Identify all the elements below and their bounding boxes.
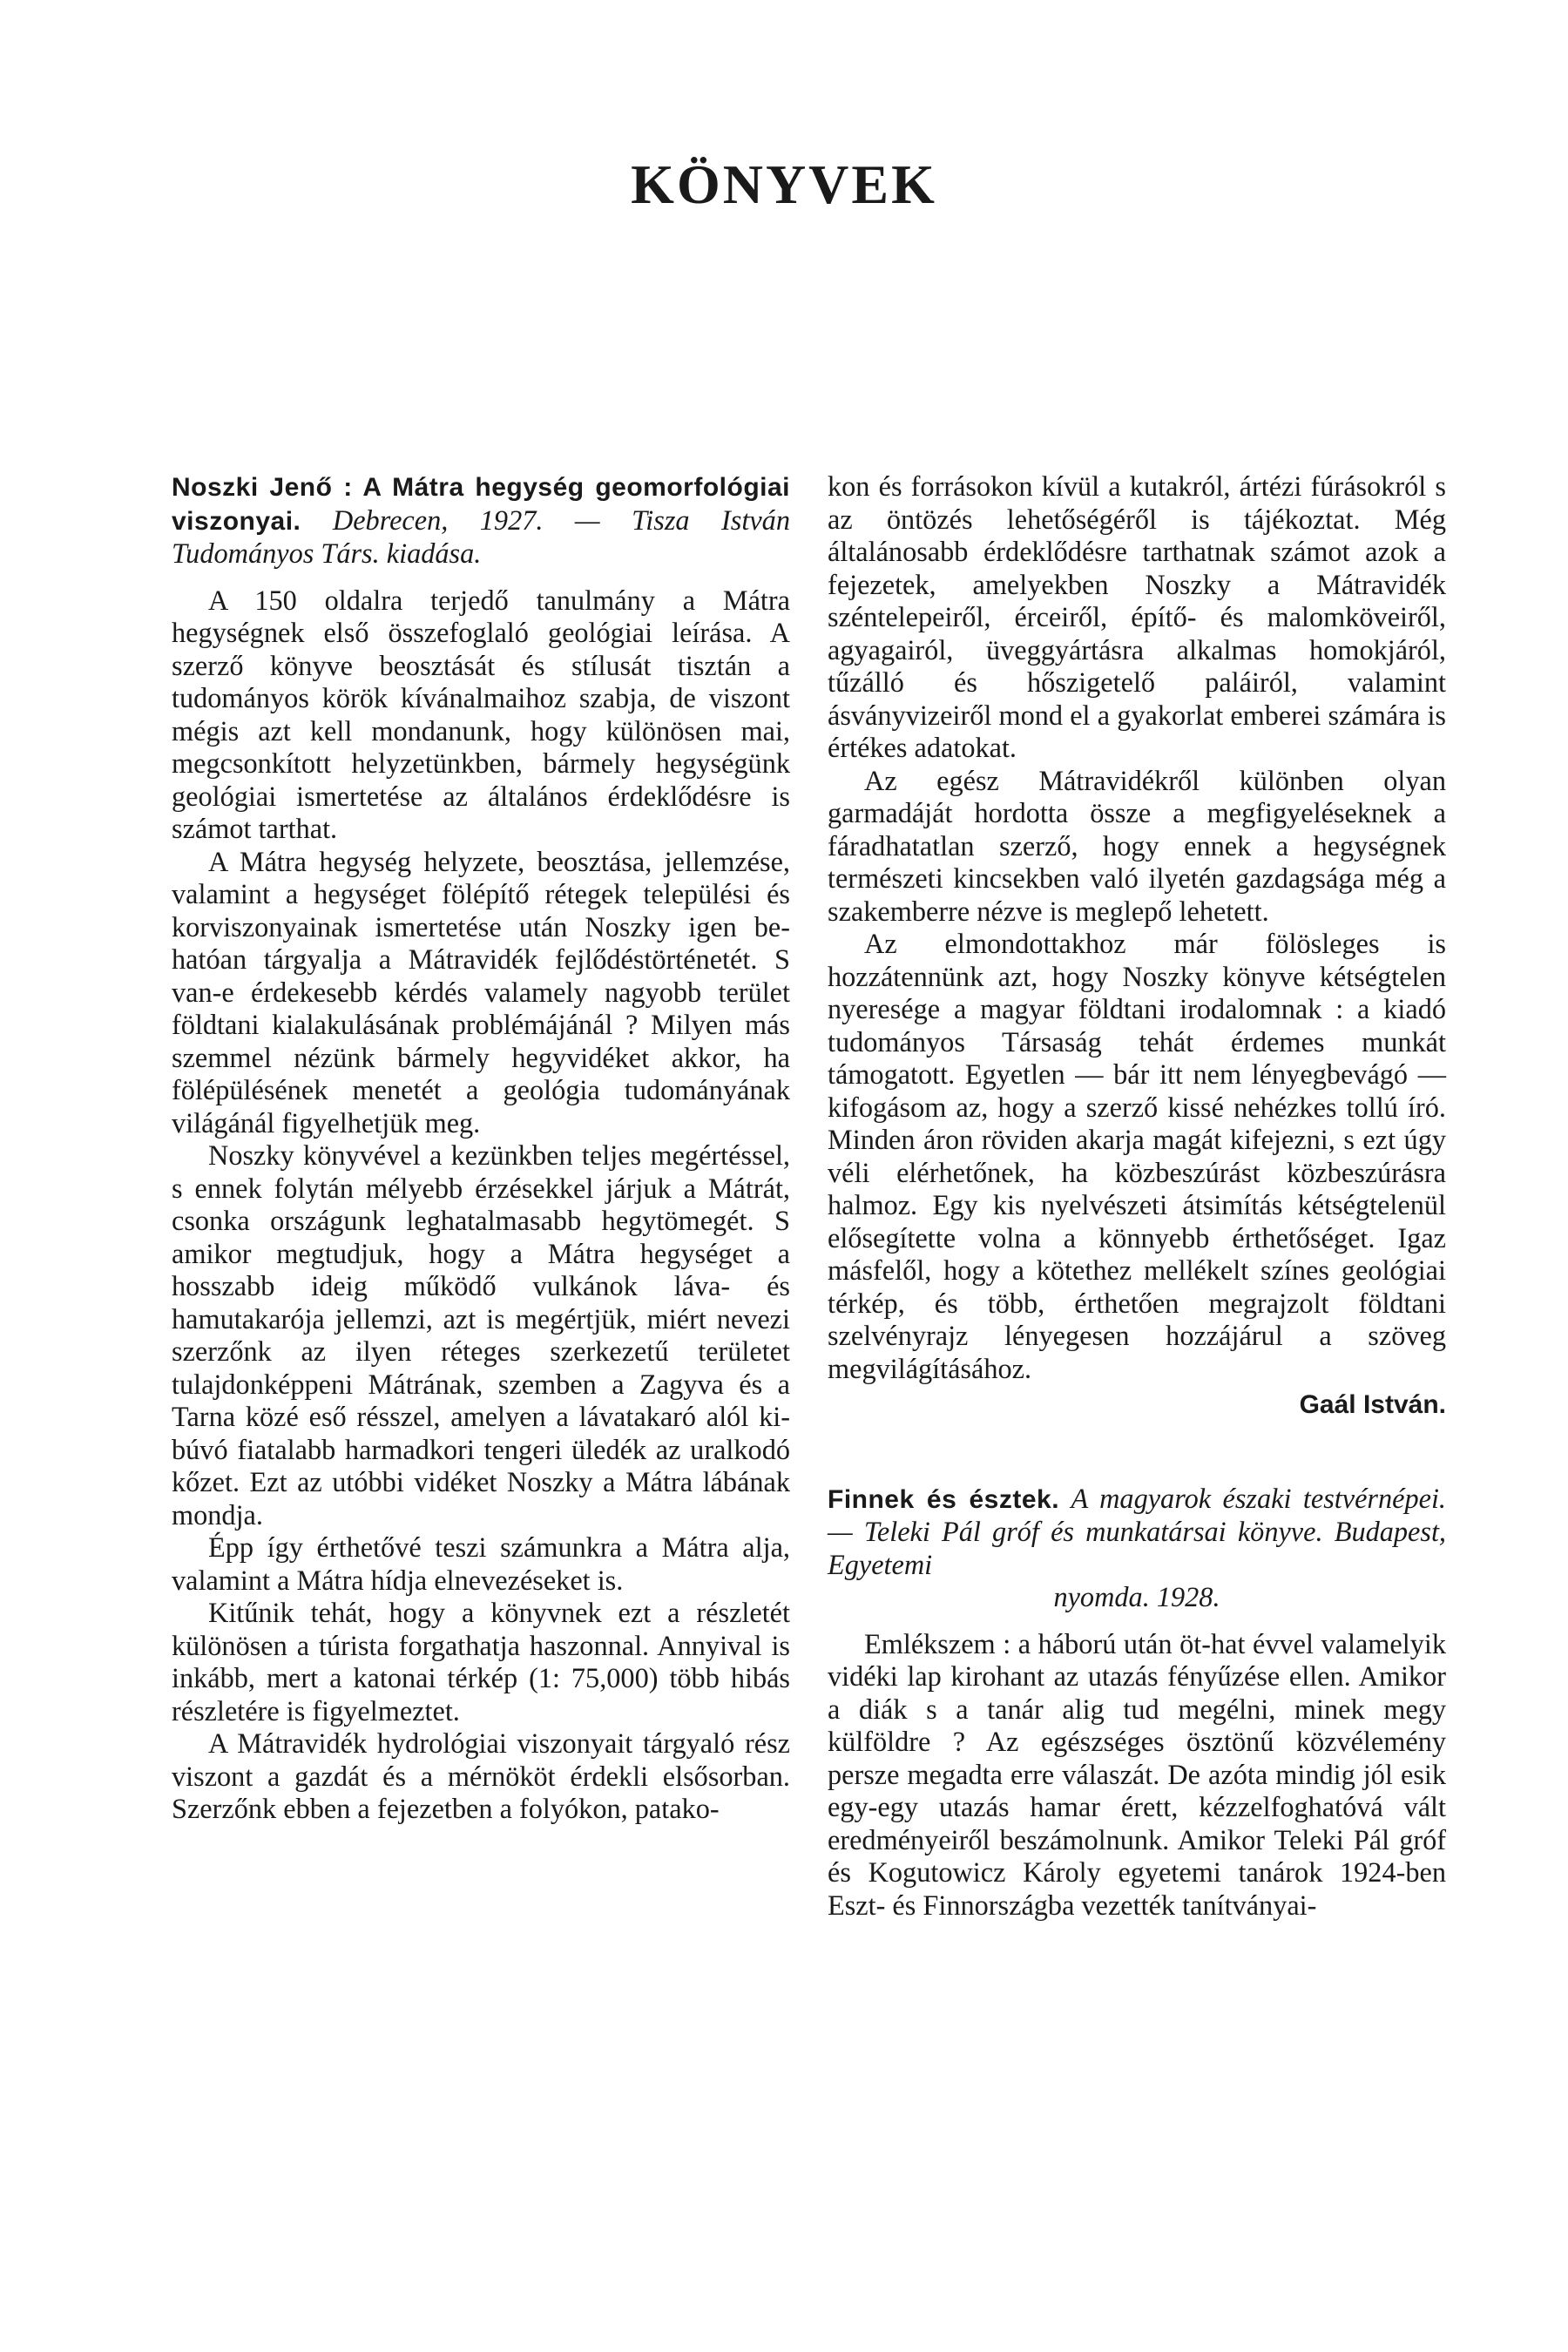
reviewer-signature: Gaál István. (1299, 1390, 1446, 1419)
paragraph: Emlékszem : a háború után öt-hat évvel valamelyik vidéki lap kirohant az utazás fényűzése ellen. Amikor a diák s a tanár alig tud megélni, minek megy külföldre ? Az egészséges ösztönű közvélemény persze megadta erre válaszát. De azóta mindig jól esik egy-egy utazás hamar érett, kézzelfoghatóvá vált eredményeiről beszámolnunk. Amikor Teleki Pál gróf és Kogutowicz Károly egyetemi tanárok 1924-ben Eszt- és Finnországba vezették tanítványai- (828, 1627, 1446, 1921)
paragraph: A Mátravidék hydrológiai viszonyait tárgyaló rész viszont a gazdát és a mérnököt érdekli elsősorban. Szerzőnk ebben a fejezetben a folyókon, patako- (172, 1727, 790, 1824)
paragraph: Épp így érthetővé teszi számunkra a Mátra alja, valamint a Mátra hídja elnevezéseket is. (172, 1531, 790, 1596)
book-publication: Debrecen, 1927. — Tisza István Tudományos Társ. kiadása. (172, 504, 790, 569)
book-subtitle: A magyarok északi testvérnépei. — Teleki Pál gróf és munkatársai könyve. Budapest, Egyetemi (828, 1482, 1446, 1580)
paragraph: Kitűnik tehát, hogy a könyvnek ezt a részletét különösen a túrista forgathatja haszonnal. Annyival is inkább, mert a katonai térkép (1: 75,000) több hibás részletére is figyelmeztet. (172, 1597, 790, 1727)
review-heading (828, 1483, 1446, 1614)
book-author-title: Finnek és észtek. (828, 1484, 1060, 1514)
paragraph: A 150 oldalra terjedő tanulmány a Mátra hegységnek első összefoglaló geológiai leírása. A szerző könyve beosztását és stílusát tisztán a tudományos körök kívánalmaihoz szabja, de viszont mégis azt kell mondanunk, hogy különösen mai, megcsonkított helyzetünkben, bármely hegységünk geológiai ismertetése az általános érdeklődésre is számot tarthat. (172, 584, 790, 844)
review-heading (172, 470, 790, 571)
paragraph: Noszky könyvével a kezünkben teljes megértéssel, s ennek folytán mélyebb érzésekkel járjuk a Mátrát, csonka országunk leghatalmasabb hegytömegét. S amikor megtudjuk, hogy a Mátra hegységet a hosszabb ideig működő vulkánok láva- és hamutakarója jellemzi, azt is megértjük, miért nevezi szerzőnk az ilyen réteges szerkezetű területet tulajdonképpeni Mátrának, szemben a Zagyva és a Tarna közé eső résszel, amelyen a lávatakaró alól kibúvó fiatalabb harmadkori tengeri üledék az uralkodó kőzet. Ezt az utóbbi vidéket Noszky a Mátra lábának mondja. (172, 1139, 790, 1531)
paragraph: Az elmondottakhoz már fölösleges is hozzátennünk azt, hogy Noszky könyve kétségtelen nyeresége a magyar földtani irodalomnak : a kiadó tudományos Társaság tehát érdemes munkát támogatott. Egyetlen — bár itt nem lényegbevágó — kifogásom az, hogy a szerző kissé nehézkes tollú író. Minden áron röviden akarja magát kifejezni, s ezt úgy véli elérhetőnek, ha közbeszúrást közbeszúrásra halmoz. Egy kis nyelvészeti átsimítás kétségtelenül elősegítette volna a könnyebb érthetőséget. Igaz másfelől, hogy a kötethez mellékelt színes geológiai térkép, és több, érthetően megrajzolt földtani szelvényrajz lényegesen hozzájárul a szöveg megvilágításához. (828, 928, 1446, 1384)
paragraph: A Mátra hegység helyzete, beosztása, jellemzése, valamint a hegységet fölépítő rétegek települési és korviszonyainak ismertetése után Noszky igen behatóan tárgyalja a Mátravidék fejlődéstörténetét. S van-e érdekesebb kérdés valamely nagyobb terület földtani kialakulásának problémájánál ? Milyen más szemmel nézünk bármely hegyvidéket akkor, ha fölépülésének menetét a geológia tudományának világánál figyelhetjük meg. (172, 845, 790, 1139)
book-publication: nyomda. 1928. (1053, 1581, 1220, 1612)
right-column (828, 470, 1446, 1922)
left-column (172, 470, 790, 1826)
paragraph: kon és forrásokon kívül a kutakról, ártézi fúrásokról s az öntözés lehetőségéről is tájékoztat. Még általánosabb érdeklődésre tarthatnak számot azok a fejezetek, amelyekben Noszky a Mátravidék széntelepeiről, érceiről, építő- és malomköveiről, agyagairól, üveggyártásra alkalmas homokjáról, tűzálló és hőszigetelő paláiról, valamint ásványvizeiről mond el a gyakorlat emberei számára is értékes adatokat. (828, 470, 1446, 763)
paragraph: Az egész Mátravidékről különben olyan garmadáját hordotta össze a megfigyeléseknek a fáradhatatlan szerző, hogy ennek a hegységnek természeti kincsekben való ilyetén gazdagsága még a szakemberre nézve is meglepő lehetett. (828, 764, 1446, 927)
page-title: KÖNYVEK (631, 153, 937, 215)
book-author-title: Noszki Jenő : A Mátra hegység geomorfológiai viszonyai. (172, 473, 790, 536)
